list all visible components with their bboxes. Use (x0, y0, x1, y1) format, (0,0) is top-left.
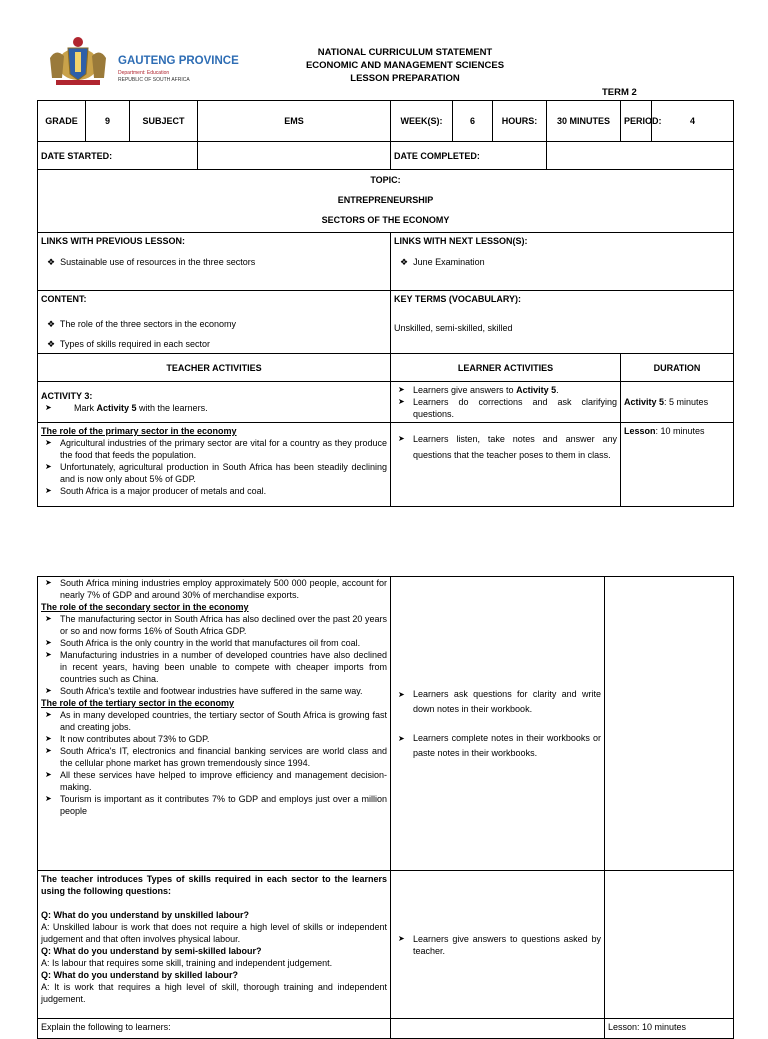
term-label: TERM 2 (602, 87, 637, 98)
date-completed-label: DATE COMPLETED: (391, 142, 547, 170)
explain-duration-cell (605, 1019, 734, 1039)
activity-3-learner-item-2: ➤ Learners do corrections and ask clarifying questions. (398, 397, 618, 419)
tertiary-item-1: ➤ As in many developed countries, the tertiary sector of South Africa is growing fast and creating jobs. (45, 710, 387, 732)
date-started-value (198, 142, 391, 170)
arrow-bullet-icon: ➤ (398, 434, 405, 443)
province-name: GAUTENG PROVINCE (118, 55, 239, 67)
activity-3-title: ACTIVITY 3: (41, 391, 93, 401)
tertiary-sector-title: The role of the tertiary sector in the economy (41, 698, 235, 708)
skills-learner-cell (391, 871, 605, 1019)
skills-teacher-cell (38, 871, 391, 1019)
content-item-2: ❖ Types of skills required in each sector (47, 339, 210, 349)
topic-cell (38, 170, 734, 233)
date-started-label: DATE STARTED: (38, 142, 198, 170)
content-label: CONTENT: (41, 294, 87, 304)
secondary-item-1: ➤ The manufacturing sector in South Africa has also declined over the past 20 years or so and now forms 16% of South Africa GDP. (45, 614, 387, 636)
content-item-1: ❖ The role of the three sectors in the economy (47, 319, 237, 329)
tertiary-item-2: ➤ It now contributes about 73% to GDP. (45, 734, 210, 744)
tertiary-item-3: ➤ South Africa's IT, electronics and financial banking services are world class and the cellular phone market has grown tremendously since 1994. (45, 746, 387, 768)
skills-intro: The teacher introduces Types of skills required in each sector to the learners using the following questions: (41, 874, 387, 896)
arrow-bullet-icon: ➤ (45, 578, 52, 587)
grade-value: 9 (86, 101, 130, 142)
activity-3-duration-cell: Activity 5: 5 minutes (621, 382, 734, 423)
tertiary-item-5: ➤ Tourism is important as it contributes 7% to GDP and employs just over a million people (45, 794, 387, 816)
primary-sector-item-2: ➤ Unfortunately, agricultural production in South Africa has been steadily declining and is now only about 5% of GDP. (45, 462, 388, 484)
links-previous-cell (38, 233, 391, 291)
links-next-label: LINKS WITH NEXT LESSON(S): (394, 236, 528, 246)
arrow-bullet-icon: ➤ (45, 638, 52, 647)
lesson-plan-table-page-2 (37, 576, 734, 1039)
diamond-bullet-icon: ❖ (47, 339, 56, 349)
header-line-3: LESSON PREPARATION (350, 73, 460, 84)
arrow-bullet-icon: ➤ (45, 794, 52, 803)
arrow-bullet-icon: ➤ (45, 734, 52, 743)
tertiary-item-4: ➤ All these services have helped to improve efficiency and management decision-making. (45, 770, 387, 792)
secondary-sector-title: The role of the secondary sector in the economy (41, 602, 249, 612)
links-next-cell (391, 233, 734, 291)
period-value: 4 (652, 101, 734, 142)
topic-line-1: ENTREPRENEURSHIP (337, 195, 434, 205)
question-2: Q: What do you understand by semi-skilled labour? (41, 946, 262, 956)
hours-label: HOURS: (493, 101, 547, 142)
weeks-label: WEEK(S): (391, 101, 453, 142)
answer-2: A: Is labour that requires some skill, training and independent judgement. (41, 958, 333, 968)
arrow-bullet-icon: ➤ (45, 770, 52, 779)
secondary-item-2: ➤ South Africa is the only country in the world that manufactures oil from coal. (45, 638, 361, 648)
key-terms-value: Unskilled, semi-skilled, skilled (394, 323, 513, 333)
lesson-plan-table-page-1 (37, 100, 734, 507)
subject-value: EMS (198, 101, 391, 142)
primary-sector-learner-item: ➤ Learners listen, take notes and answer any questions that the teacher poses to them in class. (394, 431, 617, 463)
primary-sector-teacher-cell (38, 423, 391, 507)
grade-label: GRADE (38, 101, 86, 142)
weeks-value: 6 (453, 101, 493, 142)
activity-3-learner-item-1: ➤ Learners give answers to Activity 5. (398, 385, 559, 395)
republic-name: REPUBLIC OF SOUTH AFRICA (118, 77, 190, 83)
arrow-bullet-icon: ➤ (45, 650, 52, 659)
arrow-bullet-icon: ➤ (45, 614, 52, 623)
date-completed-value (547, 142, 734, 170)
arrow-bullet-icon: ➤ (45, 486, 52, 495)
primary-sector-learner-cell (391, 423, 621, 507)
primary-sector-duration-cell: Lesson: 10 minutes (621, 423, 734, 507)
primary-sector-item-3: ➤ South Africa is a major producer of metals and coal. (45, 486, 267, 496)
explain-teacher-cell (38, 1019, 391, 1039)
answer-1: A: Unskilled labour is work that does not require a high level of skills or independent judgement and that often involves physical labour. (41, 922, 387, 944)
duration-header: DURATION (621, 354, 734, 382)
question-3: Q: What do you understand by skilled labour? (41, 970, 239, 980)
subject-label: SUBJECT (130, 101, 198, 142)
mining-item: ➤ South Africa mining industries employ approximately 500 000 people, account for nearly 7% of GDP and around 30% of merchandise exports. (45, 578, 387, 600)
sectors-learner-item-2: ➤ Learners complete notes in their workbooks or paste notes in their workbooks. (398, 732, 601, 758)
activity-3-teacher-cell (38, 382, 391, 423)
learner-activities-header: LEARNER ACTIVITIES (391, 354, 621, 382)
sectors-learner-cell (391, 577, 605, 871)
arrow-bullet-icon: ➤ (398, 689, 405, 699)
answer-3: A: It is work that requires a high level of skill, thorough training and independent judgement. (41, 982, 387, 1004)
secondary-item-3: ➤ Manufacturing industries in a number of developed countries have also declined in recent years, having been unable to compete with cheaper imports from countries such as China. (45, 650, 387, 684)
question-1: Q: What do you understand by unskilled labour? (41, 910, 250, 920)
explain-learner-cell (391, 1019, 605, 1039)
period-label: PERIOD: (621, 101, 652, 142)
skills-duration-cell (605, 871, 734, 1019)
arrow-bullet-icon: ➤ (398, 733, 405, 743)
topic-line-2: SECTORS OF THE ECONOMY (321, 215, 450, 225)
arrow-bullet-icon: ➤ (45, 710, 52, 719)
department-name: Department: Education (118, 70, 170, 76)
coat-of-arms-icon (50, 37, 106, 85)
activity-3-teacher-item: ➤ Mark Activity 5 with the learners. (45, 403, 208, 413)
explain-duration: Lesson: 10 minutes (608, 1022, 687, 1032)
key-terms-cell (391, 291, 734, 354)
sectors-teacher-cell (38, 577, 391, 871)
topic-label: TOPIC: (370, 175, 401, 185)
arrow-bullet-icon: ➤ (398, 385, 405, 394)
diamond-bullet-icon: ❖ (47, 319, 56, 329)
content-cell (38, 291, 391, 354)
links-next-item: ❖ June Examination (400, 257, 485, 267)
arrow-bullet-icon: ➤ (45, 686, 52, 695)
explain-text: Explain the following to learners: (41, 1022, 171, 1032)
primary-sector-title: The role of the primary sector in the economy (41, 426, 237, 436)
sectors-duration-cell (605, 577, 734, 871)
activity-3-learner-cell (391, 382, 621, 423)
diamond-bullet-icon: ❖ (400, 257, 409, 267)
arrow-bullet-icon: ➤ (398, 397, 405, 406)
links-previous-label: LINKS WITH PREVIOUS LESSON: (41, 236, 186, 246)
skills-learner-item: ➤ Learners give answers to questions asked by teacher. (398, 933, 601, 956)
arrow-bullet-icon: ➤ (45, 438, 52, 447)
teacher-activities-header: TEACHER ACTIVITIES (38, 354, 391, 382)
header-line-2: ECONOMIC AND MANAGEMENT SCIENCES (305, 60, 505, 71)
arrow-bullet-icon: ➤ (45, 462, 52, 471)
arrow-bullet-icon: ➤ (45, 746, 52, 755)
document-header (240, 46, 570, 85)
sectors-learner-item-1: ➤ Learners ask questions for clarity and write down notes in their workbook. (398, 688, 601, 714)
header-line-1: NATIONAL CURRICULUM STATEMENT (317, 47, 493, 58)
diamond-bullet-icon: ❖ (47, 257, 56, 267)
hours-value: 30 MINUTES (547, 101, 621, 142)
links-previous-item: ❖ Sustainable use of resources in the three sectors (47, 257, 256, 267)
primary-sector-item-1: ➤ Agricultural industries of the primary sector are vital for a country as they produce the food that feeds the population. (45, 438, 388, 460)
arrow-bullet-icon: ➤ (45, 403, 52, 412)
secondary-item-4: ➤ South Africa's textile and footwear industries have suffered in the same way. (45, 686, 363, 696)
key-terms-label: KEY TERMS (VOCABULARY): (394, 294, 522, 304)
arrow-bullet-icon: ➤ (398, 933, 405, 943)
